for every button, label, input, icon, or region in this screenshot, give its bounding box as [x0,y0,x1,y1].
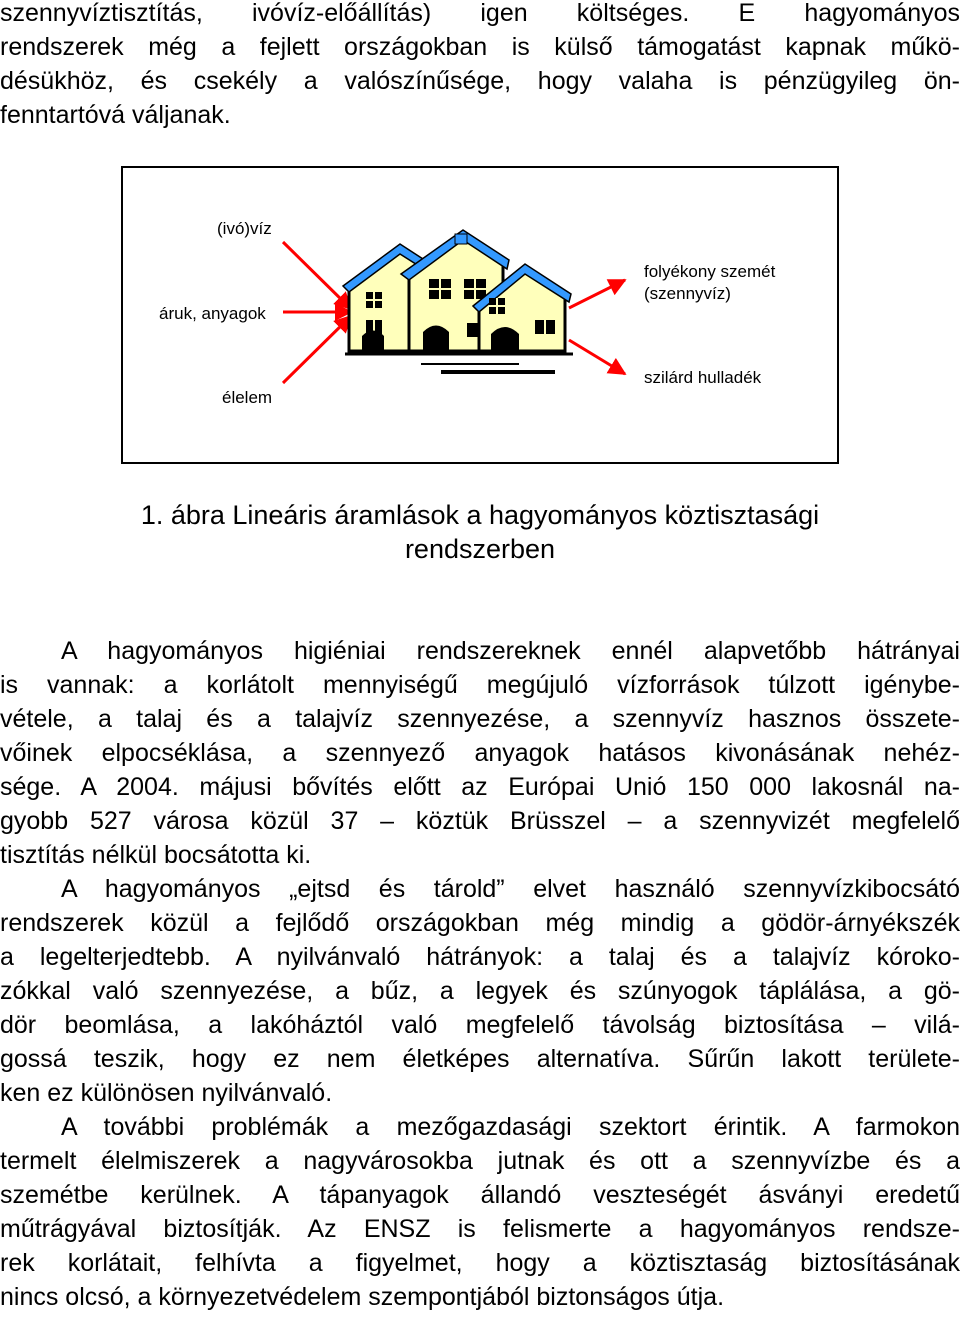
paragraph-line: szemétbe kerülnek. A tápanyagok állandó veszteségét ásványi eredetű [0,1181,960,1209]
figure-box [121,166,839,464]
paragraph-line: gyobb 527 városa közül 37 – köztük Brüsszel – a szennyvizét megfelelő [0,807,960,835]
paragraph-1 [0,634,960,872]
arrow-liquid-waste [569,280,625,308]
paragraph-line: A további problémák a mezőgazdasági szektort érintik. A farmokon [61,1113,960,1141]
paragraph-line: A hagyományos higiéniai rendszereknek ennél alapvetőbb hátrányai [61,637,960,665]
paragraph-line: nincs olcsó, a környezetvédelem szempontjából biztonságos útja. [0,1283,725,1311]
paragraph-line: rek korlátait, felhívta a figyelmet, hogy a köztisztaság biztosításának [0,1249,960,1277]
paragraph-line: gossá teszik, hogy ez nem életképes alternatíva. Sűrűn lakott területe- [0,1045,960,1073]
input-label-goods: áruk, anyagok [159,304,266,323]
paragraph-line: tisztítás nélkül bocsátotta ki. [0,841,312,869]
flow-diagram [123,168,841,466]
arrow-solid-waste [569,340,625,374]
paragraph-line: is vannak: a korlátolt mennyiségű megújuló vízforrások túlzott igénybe- [0,671,960,699]
output-label-liquid: folyékony szemét [644,262,776,281]
paragraph-line: vétele, a talaj és a talajvíz szennyezése, a szennyvíz hasznos összete- [0,705,960,733]
paragraph-line: dör beomlása, a lakóháztól való megfelelő távolság biztosítása – vilá- [0,1011,960,1039]
paragraph-line: termelt élelmiszerek a nagyvárosokba jutnak és ott a szennyvízbe és a [0,1147,960,1175]
paragraph-line: ken ez különösen nyilvánvaló. [0,1079,333,1107]
paragraph-3 [0,1110,960,1314]
intro-paragraph [0,0,960,132]
paragraph-line: műtrágyával biztosítják. Az ENSZ is felismerte a hagyományos rendsze- [0,1215,960,1243]
paragraph-line: vőinek elpocséklása, a szennyező anyagok hatásos kivonásának nehéz- [0,739,960,767]
paragraph-line: a legelterjedtebb. A nyilvánvaló hátrányok: a talaj és a talajvíz kóroko- [0,943,960,971]
input-label-water: (ivó)víz [217,219,272,238]
arrow-water [283,242,351,309]
figure-caption-line-2: rendszerben [404,534,556,564]
intro-line: szennyvíztisztítás, ivóvíz-előállítás) igen költséges. E hagyományos [0,0,960,27]
intro-line: désükhöz, és csekély a valószínűsége, hogy valaha is pénzügyileg ön- [0,67,960,95]
output-label-solid: szilárd hulladék [644,368,762,387]
intro-line: rendszerek még a fejlett országokban is külső támogatást kapnak műkö- [0,33,960,61]
figure-caption-line-1: 1. ábra Lineáris áramlások a hagyományos köztisztasági [140,500,820,530]
houses-icon [343,230,573,372]
arrow-food [283,316,351,383]
paragraph-line: sége. A 2004. májusi bővítés előtt az Európai Unió 150 000 lakosnál na- [0,773,960,801]
paragraph-line: rendszerek közül a fejlődő országokban még mindig a gödör-árnyékszék [0,909,960,937]
paragraph-line: zókkal való szennyezése, a bűz, a legyek és szúnyogok táplálása, a gö- [0,977,960,1005]
intro-line: fenntartóvá váljanak. [0,101,231,129]
input-label-food: élelem [222,388,273,407]
output-label-sewage: (szennyvíz) [644,284,731,303]
paragraph-2 [0,872,960,1110]
paragraph-line: A hagyományos „ejtsd és tárold” elvet használó szennyvízkibocsátó [61,875,960,903]
